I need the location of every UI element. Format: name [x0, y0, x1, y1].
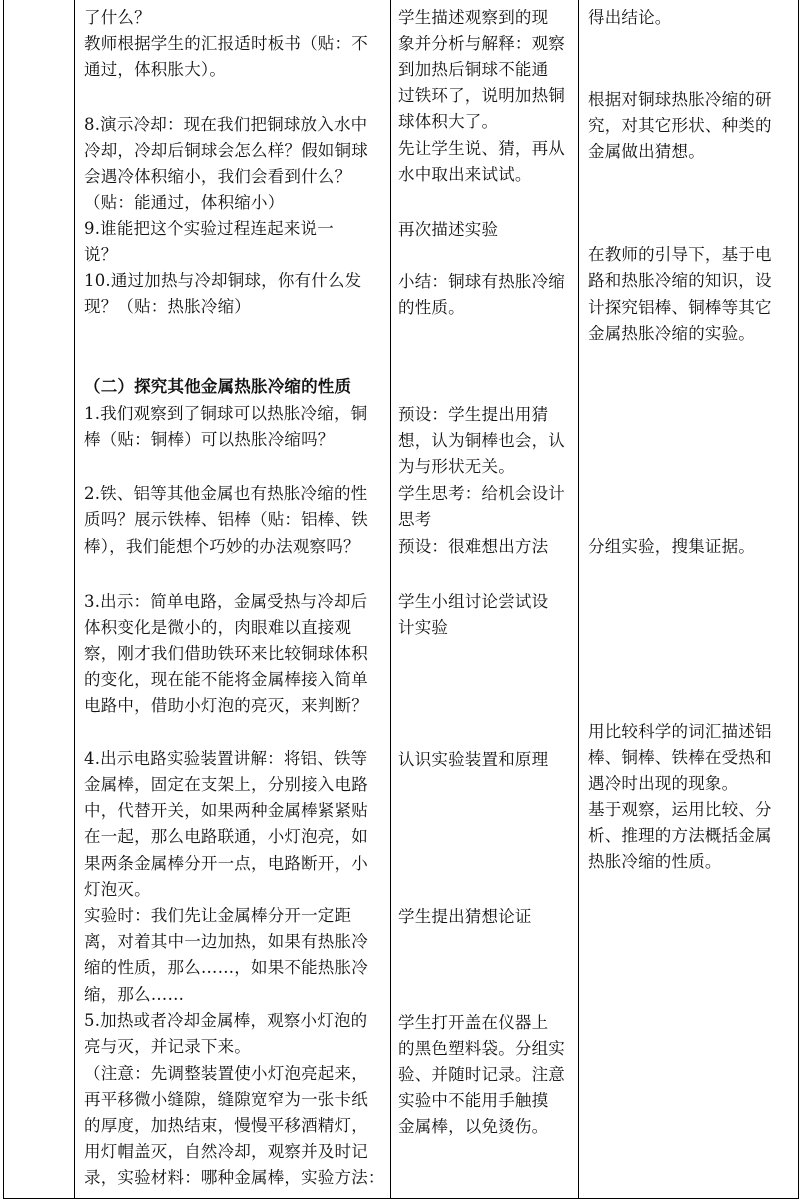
- text-line: 教师根据学生的汇报适时板书（贴：不: [84, 34, 368, 53]
- text-line: 体积变化是微小的，肉眼难以直接观: [84, 618, 352, 637]
- text-line: 象并分析与解释：观察: [398, 34, 565, 53]
- text-line: 先让学生说、猜，再从: [398, 139, 565, 158]
- text-line: 录，实验材料：哪种金属棒，实验方法：: [84, 1168, 385, 1187]
- text-line: 8.演示冷却：现在我们把铜球放入水中: [84, 115, 368, 134]
- text-line: 现？（贴：热胀冷缩）: [84, 297, 251, 316]
- text-line: 预设：很难想出方法: [398, 537, 549, 556]
- text-line: 分组实验，搜集证据。: [588, 537, 755, 556]
- text-line: 1.我们观察到了铜球可以热胀冷缩，铜: [84, 404, 368, 423]
- text-line: 察，刚才我们借助铁环来比较铜球体积: [84, 644, 368, 663]
- text-line: 学生小组讨论尝试设: [398, 592, 549, 611]
- text-line: 缩，那么……: [84, 985, 185, 1004]
- text-line: 实验时：我们先让金属棒分开一定距: [84, 906, 352, 925]
- text-line: 冷却，冷却后铜球会怎么样？假如铜球: [84, 141, 368, 160]
- text-line: 路和热胀冷缩的知识，设: [588, 271, 772, 290]
- text-line: 金属棒，固定在支架上，分别接入电路: [84, 775, 368, 794]
- text-line: 3.出示：简单电路，金属受热与冷却后: [84, 592, 368, 611]
- column-divider: [578, 0, 579, 1198]
- text-line: 思考: [398, 510, 432, 529]
- text-line: 金属棒，以免烫伤。: [398, 1117, 549, 1136]
- text-line: 通过，体积胀大）。: [84, 60, 227, 79]
- lesson-table: [3, 0, 799, 1199]
- text-line: 中，代替开关，如果两种金属棒紧紧贴: [84, 801, 368, 820]
- column-divider: [74, 0, 75, 1198]
- text-line: 电路中，借助小灯泡的亮灭，来判断？: [84, 696, 368, 715]
- text-line: 亮与灭，并记录下来。: [84, 1037, 251, 1056]
- text-line: 预设：学生提出用猜: [398, 405, 549, 424]
- text-line: 的厚度，加热结束，慢慢平移酒精灯，: [84, 1116, 368, 1135]
- text-line: 得出结论。: [588, 8, 672, 27]
- text-line: 为与形状无关。: [398, 457, 515, 476]
- text-line: 的黑色塑料袋。分组实: [398, 1039, 565, 1058]
- text-line: （贴：能通过，体积缩小）: [84, 193, 285, 212]
- text-line: 验、并随时记录。注意: [398, 1065, 565, 1084]
- text-line: 说？: [84, 245, 118, 264]
- text-line: 棒、铜棒、铁棒在受热和: [588, 748, 772, 767]
- text-line: 热胀冷缩的性质。: [588, 852, 722, 871]
- text-line: 析、推理的方法概括金属: [588, 826, 772, 845]
- text-line: 水中取出来试试。: [398, 165, 532, 184]
- text-line: 计探究铝棒、铜棒等其它: [588, 298, 772, 317]
- text-line: 2.铁、铝等其他金属也有热胀冷缩的性: [84, 484, 368, 503]
- text-line: 的变化，现在能不能将金属棒接入简单: [84, 670, 368, 689]
- column-divider: [390, 0, 391, 1198]
- text-line: 9.谁能把这个实验过程连起来说一: [84, 219, 334, 238]
- text-line: 基于观察，运用比较、分: [588, 800, 772, 819]
- text-line: 灯泡灭。: [84, 880, 151, 899]
- text-line: 4.出示电路实验装置讲解：将铝、铁等: [84, 749, 368, 768]
- text-line: 遇冷时出现的现象。: [588, 774, 739, 793]
- text-line: 小结：铜球有热胀冷缩: [398, 272, 565, 291]
- text-line: 了什么？: [84, 8, 151, 27]
- text-line: 用灯帽盖灭，自然冷却，观察并及时记: [84, 1142, 368, 1161]
- text-line: 棒（贴：铜棒）可以热胀冷缩吗？: [84, 430, 335, 449]
- text-line: 在教师的引导下，基于电: [588, 245, 772, 264]
- text-line: 离，对着其中一边加热，如果有热胀冷: [84, 932, 368, 951]
- text-line: 球体积大了。: [398, 112, 499, 131]
- section-heading: （二）探究其他金属热胀冷缩的性质: [84, 377, 352, 396]
- text-line: 学生提出猜想论证: [398, 907, 532, 926]
- text-line: （注意：先调整装置使小灯泡亮起来，: [84, 1064, 368, 1083]
- text-line: 金属做出猜想。: [588, 142, 705, 161]
- text-line: 学生打开盖在仪器上: [398, 1013, 549, 1032]
- text-line: 过铁环了，说明加热铜: [398, 86, 565, 105]
- text-line: 用比较科学的词汇描述铝: [588, 722, 772, 741]
- text-line: 到加热后铜球不能通: [398, 60, 549, 79]
- text-line: 金属热胀冷缩的实验。: [588, 324, 755, 343]
- text-line: 果两条金属棒分开一点，电路断开，小: [84, 854, 368, 873]
- text-line: 学生描述观察到的现: [398, 8, 549, 27]
- text-line: 再平移微小缝隙，缝隙宽窄为一张卡纸: [84, 1090, 368, 1109]
- text-line: 在一起，那么电路联通，小灯泡亮，如: [84, 827, 368, 846]
- text-line: 想，认为铜棒也会，认: [398, 431, 565, 450]
- text-line: 究，对其它形状、种类的: [588, 116, 772, 135]
- text-line: 计实验: [398, 618, 449, 637]
- text-line: 认识实验装置和原理: [398, 750, 549, 769]
- text-line: 根据对铜球热胀冷缩的研: [588, 90, 772, 109]
- text-line: 实验中不能用手触摸: [398, 1091, 549, 1110]
- text-line: 再次描述实验: [398, 220, 499, 239]
- text-line: 质吗？展示铁棒、铝棒（贴：铝棒、铁: [84, 510, 368, 529]
- text-line: 棒），我们能想个巧妙的办法观察吗？: [84, 537, 360, 556]
- text-line: 10.通过加热与冷却铜球，你有什么发: [84, 271, 362, 290]
- text-line: 学生思考：给机会设计: [398, 484, 565, 503]
- text-line: 缩的性质，那么……，如果不能热胀冷: [84, 958, 368, 977]
- text-line: 会遇冷体积缩小，我们会看到什么？: [84, 167, 352, 186]
- text-line: 的性质。: [398, 298, 465, 317]
- text-line: 5.加热或者冷却金属棒，观察小灯泡的: [84, 1011, 368, 1030]
